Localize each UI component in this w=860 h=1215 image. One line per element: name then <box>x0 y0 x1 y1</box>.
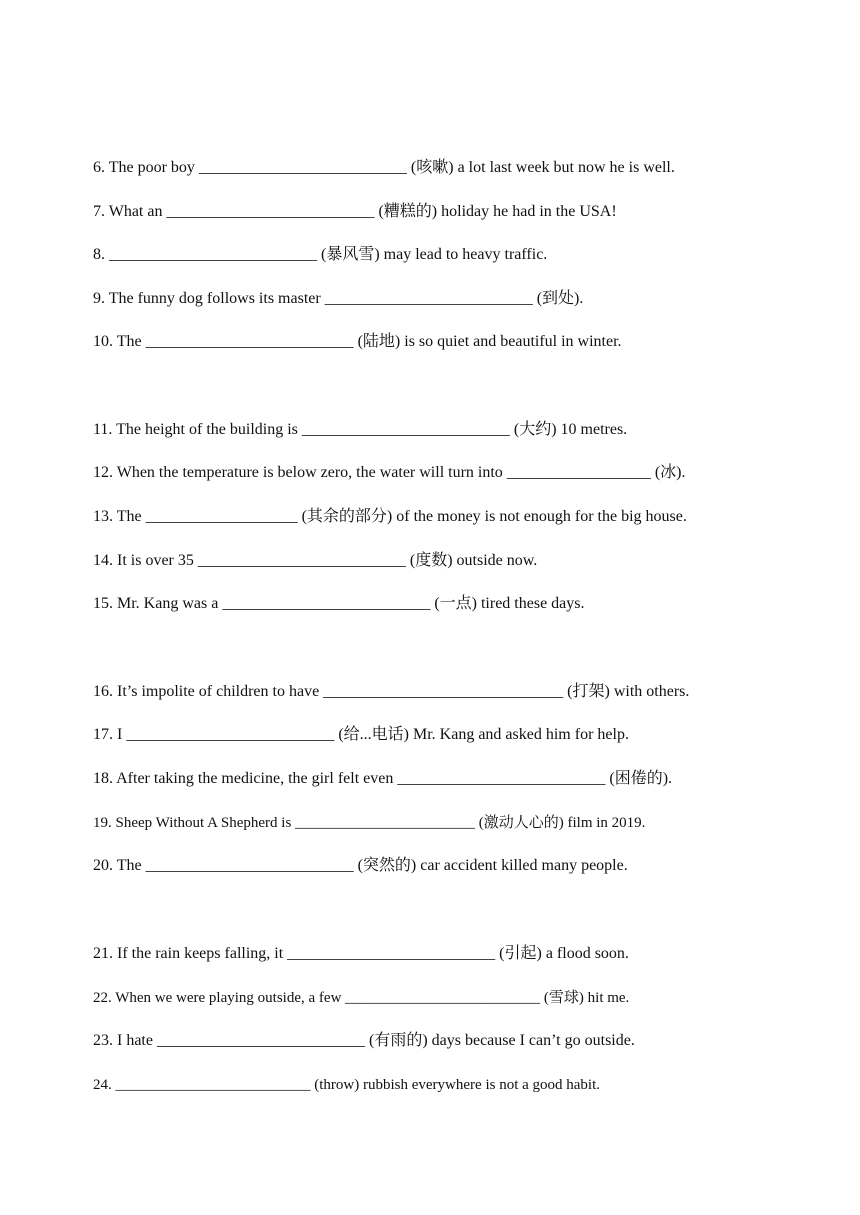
question-text-before: When we were playing outside, a few <box>115 990 342 1006</box>
question-number: 11. <box>93 421 113 438</box>
question-number: 24. <box>93 1077 112 1093</box>
question-text-after: (困倦的). <box>609 770 673 787</box>
answer-blank[interactable]: __________________________ <box>126 726 335 743</box>
question-number: 17. <box>93 726 113 743</box>
answer-blank[interactable]: __________________________ <box>345 990 541 1006</box>
answer-blank[interactable]: __________________________ <box>166 203 375 220</box>
question-text-before: The <box>116 857 142 874</box>
question-number: 15. <box>93 595 113 612</box>
answer-blank[interactable]: __________________________ <box>109 246 317 263</box>
question-text-before: The height of the building is <box>116 421 298 438</box>
answer-blank[interactable]: __________________ <box>506 464 651 481</box>
question-text-before: Sheep Without A Shepherd is <box>115 815 292 831</box>
question-number: 7. <box>93 203 105 220</box>
question-text-before: The funny dog follows its master <box>108 290 321 307</box>
question-text-after: (打架) with others. <box>567 683 690 700</box>
question-text-after: (暴风雪) may lead to heavy traffic. <box>321 246 548 263</box>
question-text-after: (糟糕的) holiday he had in the USA! <box>378 203 617 220</box>
question-text-before: The <box>116 508 142 525</box>
question-text-after: (大约) 10 metres. <box>513 421 628 438</box>
question-text-before: If the rain keeps falling, it <box>117 945 284 962</box>
answer-blank[interactable]: __________________________ <box>324 290 533 307</box>
question-text-before: What an <box>108 203 163 220</box>
question-19 <box>93 813 820 833</box>
question-21 <box>93 944 820 964</box>
question-number: 23. <box>93 1032 113 1049</box>
question-13 <box>93 507 820 527</box>
question-number: 12. <box>93 464 113 481</box>
question-24 <box>93 1075 820 1095</box>
question-number: 14. <box>93 552 113 569</box>
question-text-after: (给...电话) Mr. Kang and asked him for help. <box>338 726 629 743</box>
question-14 <box>93 551 820 571</box>
question-18 <box>93 769 820 789</box>
answer-blank[interactable]: __________________________ <box>156 1032 365 1049</box>
question-15 <box>93 594 820 614</box>
question-text-before: I hate <box>117 1032 153 1049</box>
question-text-after: (到处). <box>536 290 584 307</box>
answer-blank[interactable]: __________________________ <box>222 595 431 612</box>
question-text-after: (有雨的) days because I can’t go outside. <box>368 1032 635 1049</box>
answer-blank[interactable]: __________________________ <box>145 333 354 350</box>
question-text-before: When the temperature is below zero, the water will turn into <box>116 464 503 481</box>
answer-blank[interactable]: __________________________ <box>145 857 354 874</box>
question-text-after: (度数) outside now. <box>409 552 538 569</box>
question-text-after: (引起) a flood soon. <box>499 945 629 962</box>
question-text-before: It is over 35 <box>117 552 194 569</box>
question-text-after: (咳嗽) a lot last week but now he is well. <box>410 159 675 176</box>
answer-blank[interactable]: __________________________ <box>197 552 406 569</box>
question-text-before: I <box>117 726 123 743</box>
answer-blank[interactable]: __________________________ <box>115 1077 311 1093</box>
question-text-after: (突然的) car accident killed many people. <box>357 857 628 874</box>
question-text-after: (throw) rubbish everywhere is not a good habit. <box>314 1077 601 1093</box>
question-text-before: The <box>116 333 142 350</box>
question-23 <box>93 1031 820 1051</box>
question-text-before: Mr. Kang was a <box>117 595 219 612</box>
question-number: 16. <box>93 683 113 700</box>
question-text-after: (一点) tired these days. <box>434 595 585 612</box>
question-number: 8. <box>93 246 105 263</box>
question-number: 21. <box>93 945 113 962</box>
question-11 <box>93 420 820 440</box>
question-number: 20. <box>93 857 113 874</box>
question-8 <box>93 245 820 265</box>
answer-blank[interactable]: ___________________ <box>145 508 298 525</box>
question-number: 22. <box>93 990 112 1006</box>
question-number: 10. <box>93 333 113 350</box>
question-number: 18. <box>93 770 113 787</box>
question-7 <box>93 202 820 222</box>
question-17 <box>93 725 820 745</box>
question-10 <box>93 332 820 352</box>
question-text-after: (其余的部分) of the money is not enough for the big house. <box>301 508 687 525</box>
question-text-before: The poor boy <box>108 159 195 176</box>
question-text-after: (冰). <box>654 464 686 481</box>
question-6 <box>93 158 820 178</box>
question-12 <box>93 463 820 483</box>
question-text-before: It’s impolite of children to have <box>117 683 320 700</box>
answer-blank[interactable]: __________________________ <box>287 945 496 962</box>
question-number: 19. <box>93 815 112 831</box>
answer-blank[interactable]: ________________________ <box>295 815 476 831</box>
question-number: 13. <box>93 508 113 525</box>
question-22 <box>93 988 820 1008</box>
answer-blank[interactable]: __________________________ <box>397 770 606 787</box>
answer-blank[interactable]: __________________________ <box>301 421 510 438</box>
answer-blank[interactable]: ______________________________ <box>323 683 564 700</box>
question-20 <box>93 856 820 876</box>
question-text-after: (陆地) is so quiet and beautiful in winter. <box>357 333 622 350</box>
question-number: 9. <box>93 290 105 307</box>
question-text-after: (雪球) hit me. <box>543 990 630 1006</box>
question-16 <box>93 682 820 702</box>
question-text-after: (激动人心的) film in 2019. <box>478 815 646 831</box>
question-number: 6. <box>93 159 105 176</box>
question-text-before: After taking the medicine, the girl felt even <box>116 770 394 787</box>
answer-blank[interactable]: __________________________ <box>198 159 407 176</box>
question-9 <box>93 289 820 309</box>
